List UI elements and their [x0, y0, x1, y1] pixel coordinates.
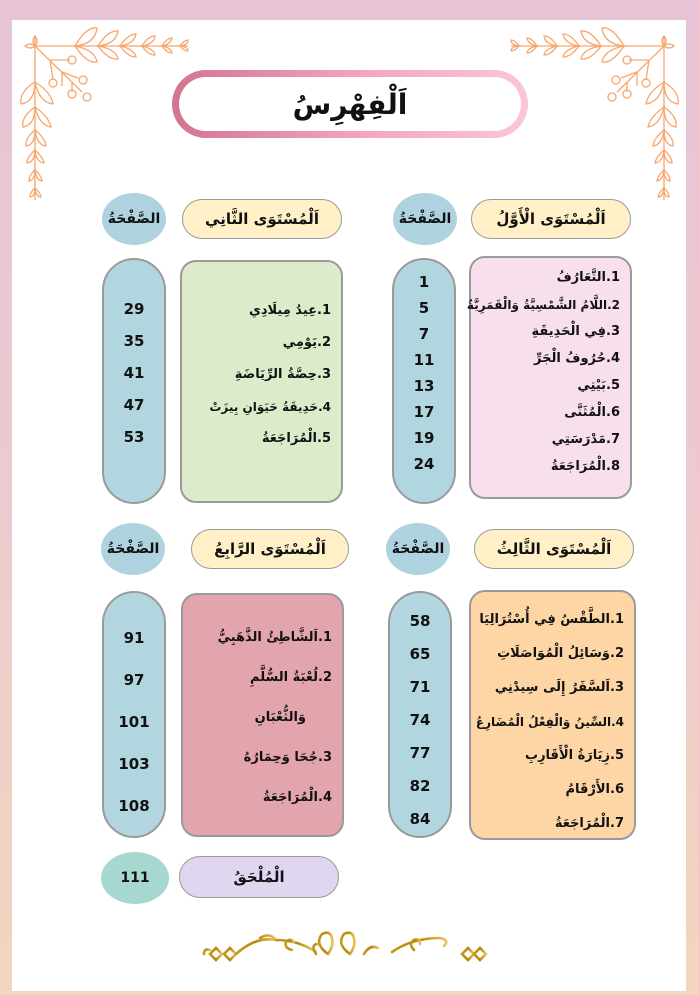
lesson-item[interactable]: 5.بَيْتِي — [577, 378, 620, 393]
lesson-item[interactable]: 4.حَدِيقَةُ حَيَوَانِ بِيزَتْ — [209, 400, 331, 414]
appendix-label: الْمُلْحَقُ — [233, 868, 285, 886]
lesson-item[interactable]: 4.السِّينُ وَالْفِعْلُ الْمُضَارِعُ — [475, 715, 624, 729]
appendix-page-number: 111 — [120, 870, 150, 886]
lesson-item[interactable]: 1.التَّعَارُفُ — [556, 270, 620, 285]
level-1-page-numbers — [392, 258, 456, 504]
lesson-item[interactable]: 4.حُرُوفُ الْجَرِّ — [534, 351, 620, 366]
level-4-page-label — [101, 523, 165, 575]
page-number: 19 — [413, 429, 435, 447]
lesson-item[interactable]: 2.وَسَائِلُ الْمُوَاصَلَاتِ — [497, 646, 624, 661]
lesson-item[interactable]: 3.جُحَا وَحِمَارُهُ — [243, 750, 332, 765]
page-number: 74 — [409, 711, 431, 729]
page-number: 82 — [409, 777, 431, 795]
level-4-title: اَلْمُسْتَوَى الرَّابِعُ — [214, 540, 326, 558]
level-2-page-label — [102, 193, 166, 245]
page-number: 17 — [413, 403, 435, 421]
page-number: 5 — [418, 299, 430, 317]
lesson-item[interactable]: 5.زِيَارَةُ الْأَقَارِبِ — [525, 748, 624, 763]
level-2-lessons — [180, 260, 343, 503]
page-number: 24 — [413, 455, 435, 473]
lesson-item[interactable]: 1.اَلشَّاطِئُ الذَّهَبِيُّ — [217, 630, 332, 645]
page-number: 29 — [123, 300, 145, 318]
gold-ornament-divider-icon — [200, 928, 500, 964]
level-2-title: اَلْمُسْتَوَى الثَّانِي — [205, 210, 319, 228]
page-label-text: الصَّفْحَةُ — [106, 541, 160, 557]
level-3-page-label — [386, 523, 450, 575]
lesson-item[interactable]: 6.الْمُثَنَّى — [564, 405, 620, 420]
level-3-lessons — [469, 590, 636, 840]
page-number: 71 — [409, 678, 431, 696]
lesson-item-continued[interactable]: وَالثُّعْبَانِ — [254, 710, 306, 725]
page-number: 91 — [123, 629, 145, 647]
level-3-title: اَلْمُسْتَوَى الثَّالِثُ — [496, 540, 612, 558]
page-label-text: الصَّفْحَةُ — [398, 211, 452, 227]
lesson-item[interactable]: 2.اللَّامُ الشَّمْسِيَّةُ وَالْقَمَرِيَّةُ — [466, 298, 620, 312]
lesson-item[interactable]: 7.الْمُرَاجَعَةُ — [554, 816, 624, 831]
page-number: 108 — [118, 797, 150, 815]
page-number: 1 — [418, 273, 430, 291]
level-4-page-numbers — [102, 591, 166, 838]
level-1-lessons — [466, 256, 632, 499]
page-number: 101 — [118, 713, 150, 731]
lesson-item[interactable]: 3.اَلسَّفَرُ إِلَى سِيدْنِي — [494, 680, 624, 695]
title-banner — [172, 70, 528, 138]
level-1-heading — [471, 199, 631, 239]
page-label-text: الصَّفْحَةُ — [107, 211, 161, 227]
appendix-item[interactable] — [179, 856, 339, 898]
lesson-item[interactable]: 2.لُعْبَةُ السُّلَّمِ — [250, 670, 332, 685]
page-number: 35 — [123, 332, 145, 350]
page-number: 41 — [123, 364, 145, 382]
lesson-item[interactable]: 7.مَدْرَسَتِي — [551, 432, 620, 447]
lesson-item[interactable]: 3.حِصَّةُ الرِّيَاضَةِ — [234, 367, 331, 382]
lesson-item[interactable]: 2.يَوْمِي — [282, 335, 331, 350]
page-number: 58 — [409, 612, 431, 630]
level-1-page-label — [393, 193, 457, 245]
level-1-title: اَلْمُسْتَوَى الْأَوَّلُ — [496, 210, 606, 228]
page-number: 65 — [409, 645, 431, 663]
page-number: 77 — [409, 744, 431, 762]
lesson-item[interactable]: 5.الْمُرَاجَعَةُ — [261, 431, 331, 446]
lesson-item[interactable]: 4.الْمُرَاجَعَةُ — [262, 790, 332, 805]
page-number: 53 — [123, 428, 145, 446]
level-4-lessons — [181, 593, 344, 837]
level-4-heading — [191, 529, 349, 569]
appendix-page — [101, 852, 169, 904]
page-number: 97 — [123, 671, 145, 689]
page-number: 103 — [118, 755, 150, 773]
lesson-item[interactable]: 6.الأَرْقَامُ — [565, 782, 624, 797]
page-title: اَلْفِهْرِسُ — [292, 87, 408, 121]
level-3-page-numbers — [388, 591, 452, 838]
level-3-heading — [474, 529, 634, 569]
page-number: 11 — [413, 351, 435, 369]
level-2-page-numbers — [102, 258, 166, 504]
page-label-text: الصَّفْحَةُ — [391, 541, 445, 557]
page-number: 84 — [409, 810, 431, 828]
lesson-item[interactable]: 1.الطَّقْسُ فِي أُسْتُرَالِيَا — [479, 612, 624, 627]
page-number: 47 — [123, 396, 145, 414]
lesson-item[interactable]: 3.فِي الْحَدِيقَةِ — [531, 324, 620, 339]
page-number: 13 — [413, 377, 435, 395]
page-number: 7 — [418, 325, 430, 343]
level-2-heading — [182, 199, 342, 239]
lesson-item[interactable]: 1.عِيدُ مِيلَادِي — [248, 303, 331, 318]
lesson-item[interactable]: 8.الْمُرَاجَعَةُ — [550, 459, 620, 474]
